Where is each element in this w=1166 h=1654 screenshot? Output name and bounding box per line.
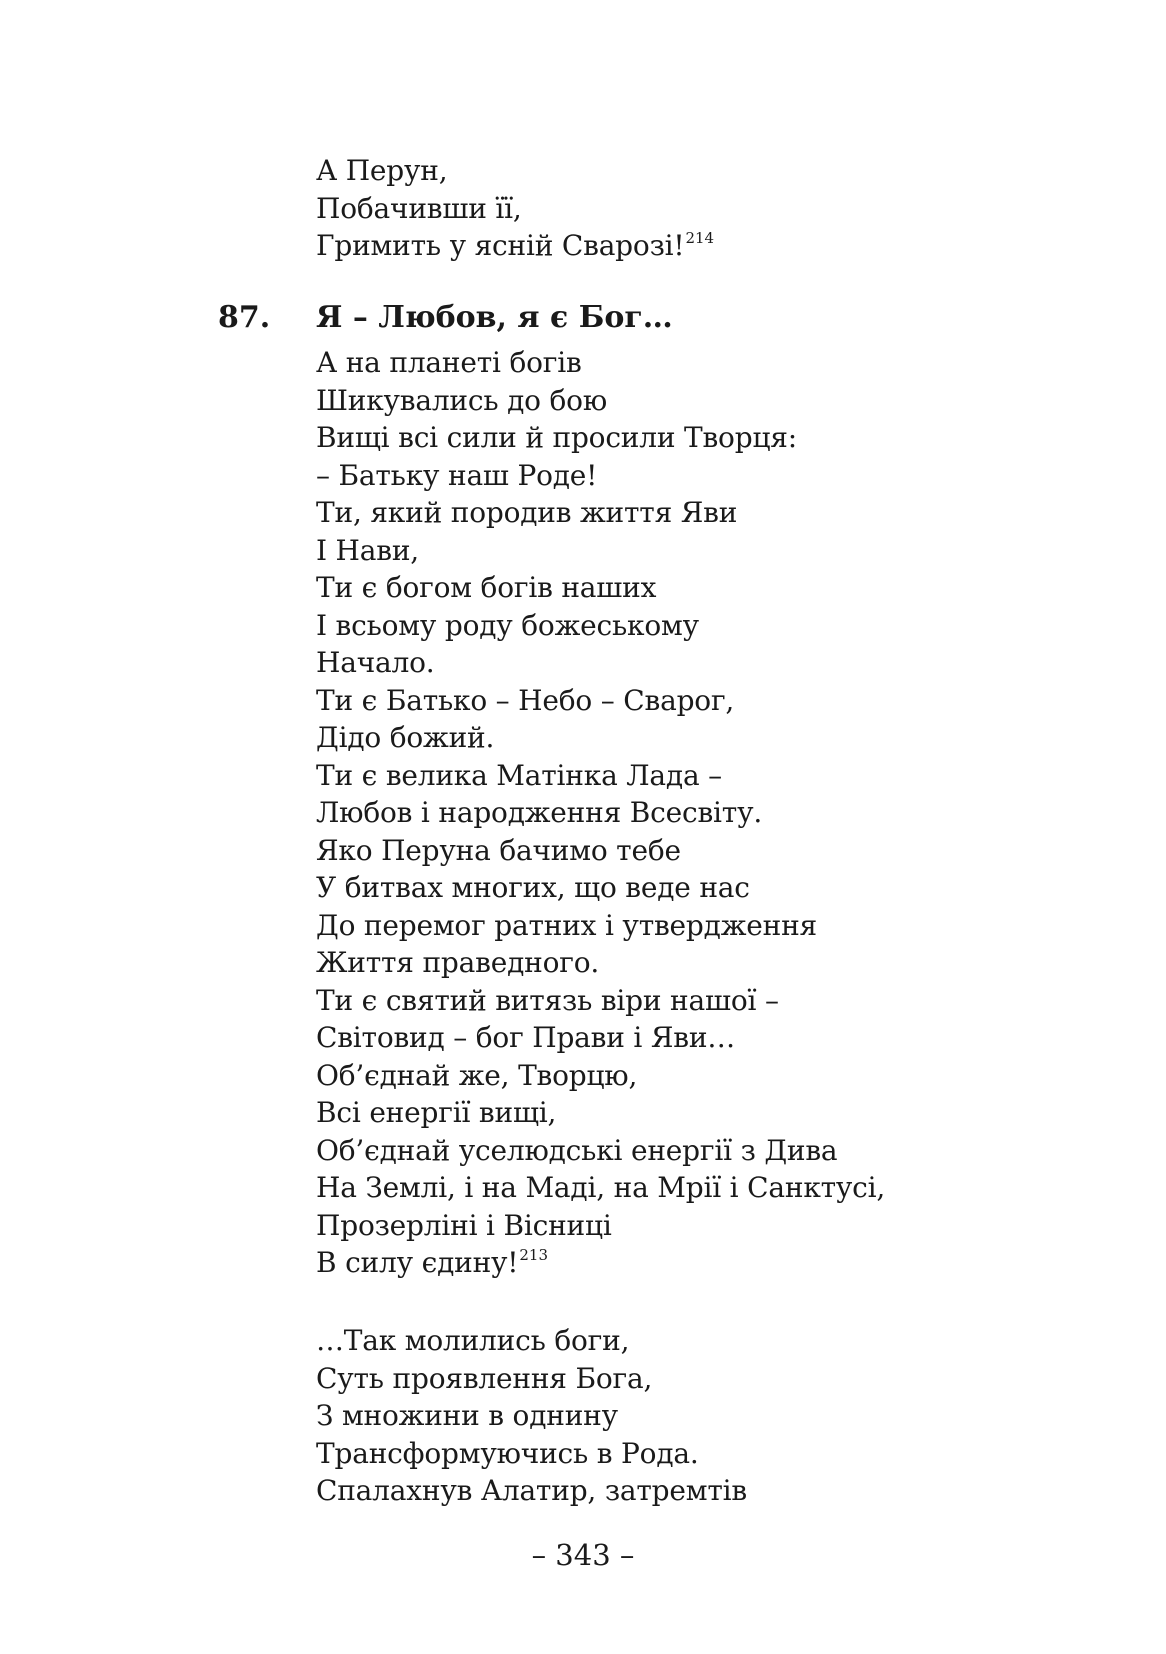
verse-line: А на планеті богів (316, 346, 582, 379)
section-title: Я – Любов, я є Бог… (316, 300, 673, 335)
verse-line: У битвах многих, що веде нас (316, 871, 750, 904)
verse-line: Спалахнув Алатир, затремтів (316, 1474, 747, 1507)
verse-line: Начало. (316, 646, 435, 679)
verse-line: Ти є Батько – Небо – Сварог, (316, 683, 735, 717)
verse-line (316, 1244, 1116, 1282)
verse-line: А Перун, (316, 154, 448, 187)
verse-text: В силу єдину! (316, 1246, 519, 1279)
verse-line: Трансформуючись в Рода. (316, 1436, 699, 1470)
coda-stanza (316, 1322, 1116, 1510)
verse-line: Вищі всі сили й просили Творця: (316, 421, 797, 454)
verse-line: Ти є велика Матінка Лада – (316, 758, 722, 792)
verse-line (316, 227, 1116, 265)
page-number: – 343 – (531, 1538, 635, 1572)
verse-line: Шикувались до бою (316, 383, 608, 417)
verse-line: І Нави, (316, 533, 419, 567)
verse-line: Дідо божий. (316, 721, 495, 754)
verse-line: Ти є богом богів наших (316, 571, 657, 604)
verse-line: На Землі, і на Маді, на Мрії і Санктусі, (316, 1171, 886, 1204)
verse-line: …Так молились боги, (316, 1324, 630, 1357)
verse-line: До перемог ратних і утвердження (316, 908, 818, 942)
verse-line: – Батьку наш Роде! (316, 458, 598, 492)
verse-line: Прозерліні і Вісниці (316, 1208, 612, 1242)
section-heading (218, 298, 673, 338)
verse-line: З множини в однину (316, 1399, 618, 1432)
footnote-marker: 214 (685, 229, 715, 247)
verse-line: Суть проявлення Бога, (316, 1361, 653, 1395)
footnote-marker: 213 (519, 1246, 548, 1264)
verse-text: Гримить у ясній Сварозі! (316, 229, 685, 262)
verse-line: І всьому роду божеському (316, 608, 699, 642)
poem-stanza (316, 344, 1116, 1282)
section-number: 87. (218, 300, 271, 335)
verse-line: Яко Перуна бачимо тебе (316, 833, 681, 867)
verse-line: Життя праведного. (316, 946, 600, 979)
intro-stanza (316, 152, 1116, 265)
verse-line: Ти, який породив життя Яви (316, 496, 738, 529)
verse-line: Світовид – бог Прави і Яви… (316, 1021, 736, 1054)
verse-line: Об’єднай уселюдські енергії з Дива (316, 1133, 838, 1167)
verse-line: Об’єднай же, Творцю, (316, 1058, 638, 1092)
verse-line: Побачивши її, (316, 191, 522, 225)
verse-line: Всі енергії вищі, (316, 1096, 557, 1129)
verse-line: Ти є святий витязь віри нашої – (316, 983, 779, 1017)
verse-line: Любов і народження Всесвіту. (316, 796, 763, 829)
